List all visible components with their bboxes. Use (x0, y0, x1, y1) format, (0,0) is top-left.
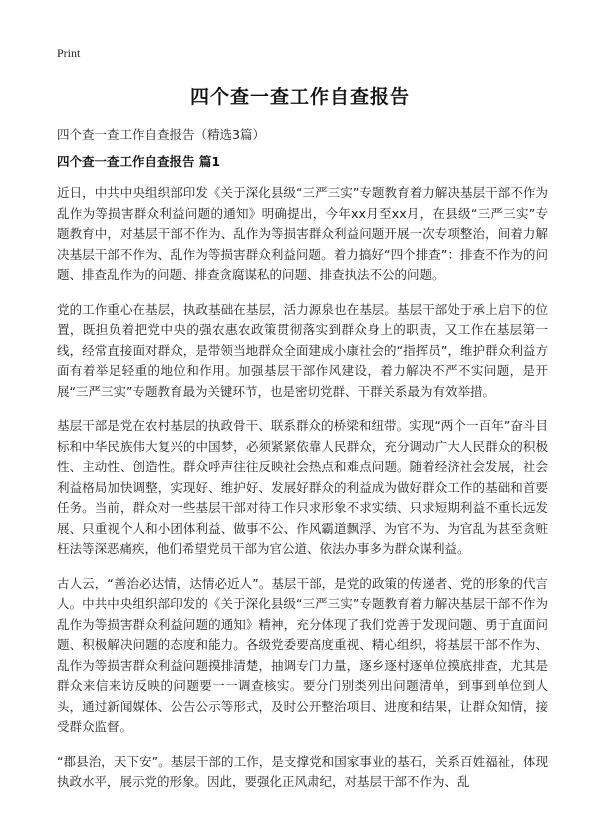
paragraph-4: 古人云，“善治必达情，达情必近人”。基层干部，是党的政策的传递者、党的形象的代言人。中共中央组织部印发的《关于深化县级“三严三实”专题教育着力解决基层干部不作为乱作为等损害群众利益问题的通知》精神，充分体现了我们党善于发现问题、勇于直面问题、积极解决问题的态度和能力。各级党委要高度重视、精心组织，将基层干部不作为、乱作为等损害群众利益问题摸排清楚，抽调专门力量，逐乡逐村逐单位摸底排查，尤其是群众来信来访反映的问题要一一调查核实。要分门别类列出问题清单，到事到单位到人头，通过新闻媒体、公告公示等形式，及时公开整治项目、进度和结果，让群众知情，接受群众监督。 (57, 575, 548, 734)
section-heading: 四个查一查工作自查报告 篇1 (57, 154, 221, 169)
page-title: 四个查一查工作自查报告 (189, 86, 410, 108)
print-label[interactable]: Print (57, 46, 81, 60)
document-subtitle: 四个查一查工作自查报告（精选3篇） (57, 127, 265, 142)
paragraph-1: 近日，中共中央组织部印发《关于深化县级“三严三实”专题教育着力解决基层干部不作为乱作为等损害群众利益问题的通知》明确提出，今年xx月至xx月，在县级“三严三实”专题教育中，对基层干部不作为、乱作为等损害群众利益问题开展一次专项整治，间着力解决基层干部不作为、乱作为等损害群众利益问题。着力搞好“四个排查”：排查不作为的问题、排查乱作为的问题、排查贪腐谋私的问题、排查执法不公的问题。 (57, 185, 548, 282)
paragraph-3: 基层干部是党在农村基层的执政骨干、联系群众的桥梁和纽带。实现“两个一百年”奋斗目标和中华民族伟大复兴的中国梦，必须紧紧依靠人民群众，充分调动广大人民群众的积极性、主动性、创造性。群众呼声往往反映社会热点和难点问题。随着经济社会发展，社会利益格局加快调整，实现好、维护好、发展好群众的利益成为做好群众工作的基础和首要任务。当前，群众对一些基层干部对待工作只求形象不求实绩、只求短期利益不重长远发展、只重视个人和小团体利益、做事不公、作风霸道飘浮、为官不为、为官乱为甚至贪赃枉法等深恶痛疾，他们希望党员干部为官公道、依法办事多为群众谋利益。 (57, 418, 548, 556)
paragraph-2: 党的工作重心在基层，执政基础在基层，活力源泉也在基层。基层干部处于承上启下的位置，既担负着把党中央的强农惠农政策贯彻落实到群众身上的职责，又工作在基层第一线，经常直接面对群众，是带领当地群众全面建成小康社会的“指挥员”，维护群众利益方面有着举足轻重的地位和作用。加强基层干部作风建设，着力解决不严不实问题，是开展“三严三实”专题教育最为关键环节，也是密切党群、干群关系最为有效举措。 (57, 301, 548, 399)
body-text (57, 183, 548, 807)
paragraph-5: “郡县治，天下安”。基层干部的工作，是支撑党和国家事业的基石，关系百姓福祉，体现执政水平，展示党的形象。因此，要强化正风肃纪，对基层干部不作为、乱 (57, 753, 548, 789)
